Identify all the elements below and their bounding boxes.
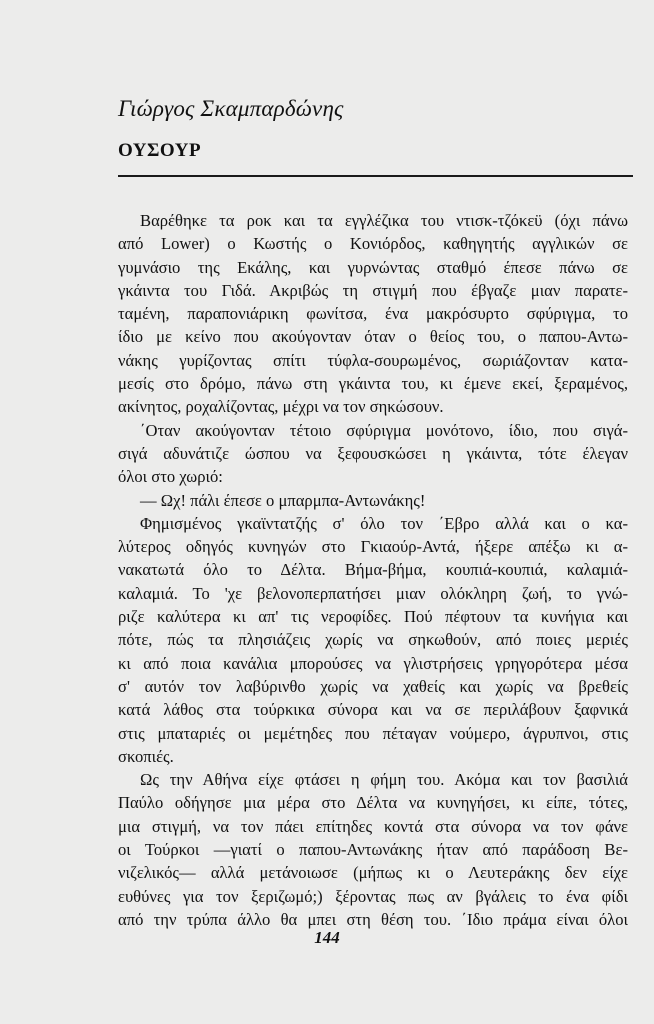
text-line: κατά λάθος στα τούρκικα σύνορα και να σε περιλάβουν ξαφνικά: [118, 700, 628, 720]
page-number: 144: [314, 928, 340, 947]
story-title: ΟΥΣΟΥΡ: [118, 140, 202, 161]
text-line: νιζελικός— αλλά μετάνοιωσε (μήπως κι ο Λευτεράκης δεν είχε: [118, 863, 628, 883]
title-divider: [118, 175, 633, 177]
text-line: ακίνητος, ροχαλίζοντας, μέχρι να τον σηκώσουν.: [118, 397, 444, 417]
text-line: ΄Οταν ακούγονταν τέτοιο σφύριγμα μονότονο, ίδιο, που σιγά-: [140, 420, 628, 440]
text-line: σιγά αδυνάτιζε ώσπου να ξεφουσκώσει η γκάιντα, τότε έλεγαν: [118, 443, 628, 463]
text-line: νακατωτά όλο το Δέλτα. Βήμα-βήμα, κουπιά-κουπιά, καλαμιά-: [118, 560, 628, 580]
text-line: γκάιντα του Γιδά. Ακριβώς τη στιγμή που έβγαζε μιαν παρατε-: [118, 280, 628, 300]
text-line: όλοι στο χωριό:: [118, 467, 223, 487]
text-line: από Lower) ο Κωστής ο Κονιόρδος, καθηγητής αγγλικών σε: [118, 234, 628, 254]
text-line: μεσίς στο δρόμο, πάνω στη γκάιντα του, κι έμενε εκεί, ξεραμένος,: [118, 374, 628, 394]
text-line: ευθύνες για τον ξεριζωμό;) ξέροντας πως αν βγάλεις το ένα φίδι: [118, 886, 628, 906]
text-line: κι από ποια κανάλια μπορούσες να γλιστρήσεις γρηγορότερα μέσα: [118, 653, 628, 673]
text-line: νάκης γυρίζοντας σπίτι τύφλα-σουρωμένος, σωριάζονταν κατα-: [118, 350, 628, 370]
body-text: [118, 209, 628, 931]
text-line: στις μπαταριές οι μεμέτηδες που πέταγαν νούμερο, άγρυπνοι, στις: [118, 723, 628, 743]
text-line: γυμνάσιο της Εκάλης, και γυρνώντας σταθμό έπεσε πάνω σε: [118, 257, 628, 277]
text-line: ριζε καλύτερα κι απ' τις νεροφίδες. Πού πέφτουν τα κυνήγια και: [118, 607, 628, 627]
text-line: καλαμιά. Το 'χε βελονοπερπατήσει μιαν ολόκληρη ζωή, το γνώ-: [118, 583, 628, 603]
text-line: Ως την Αθήνα είχε φτάσει η φήμη του. Ακόμα και τον βασιλιά: [140, 770, 628, 790]
text-line: από την τρύπα άλλο θα μπει στη θέση του. ΄Ιδιο πράμα είναι όλοι: [118, 909, 628, 929]
text-line: λύτερος οδηγός κυνηγών στο Γκιαούρ-Αντά, ήξερε απέξω κι α-: [118, 537, 628, 557]
text-line: Φημισμένος γκαϊντατζής σ' όλο τον ΄Εβρο αλλά και ο κα-: [140, 513, 628, 533]
text-line: πότε, πώς τα πλησιάζεις χωρίς να σηκωθούν, από ποιες μεριές: [118, 630, 628, 650]
text-line: οι Τούρκοι —γιατί ο παπου-Αντωνάκης ήταν από παράδοση Βε-: [118, 840, 628, 860]
text-line: Βαρέθηκε τα ροκ και τα εγγλέζικα του ντισκ-τζόκεϋ (όχι πάνω: [140, 211, 628, 230]
author-name: Γιώργος Σκαμπαρδώνης: [118, 96, 344, 121]
text-line: Παύλο οδήγησε μια μέρα στο Δέλτα να κυνηγήσει, κι είπε, τότες,: [118, 793, 628, 813]
text-line: ταμένη, παραπονιάρικη φωνίτσα, ένα μακρόσυρτο σφύριγμα, το: [118, 304, 628, 324]
text-line: σ' αυτόν τον λαβύρινθο χωρίς να χαθείς και χωρίς να βρεθείς: [118, 676, 628, 696]
text-line: μια στιγμή, να τον πάει επίτηδες κοντά στα σύνορα να τον φάνε: [118, 816, 628, 836]
text-line: ίδιο με κείνο που ακούγονταν όταν ο θείος του, ο παπου-Αντω-: [118, 327, 628, 347]
text-line: σκοπιές.: [118, 746, 174, 766]
text-line: — Ωχ! πάλι έπεσε ο μπαρμπα-Αντωνάκης!: [140, 490, 426, 510]
